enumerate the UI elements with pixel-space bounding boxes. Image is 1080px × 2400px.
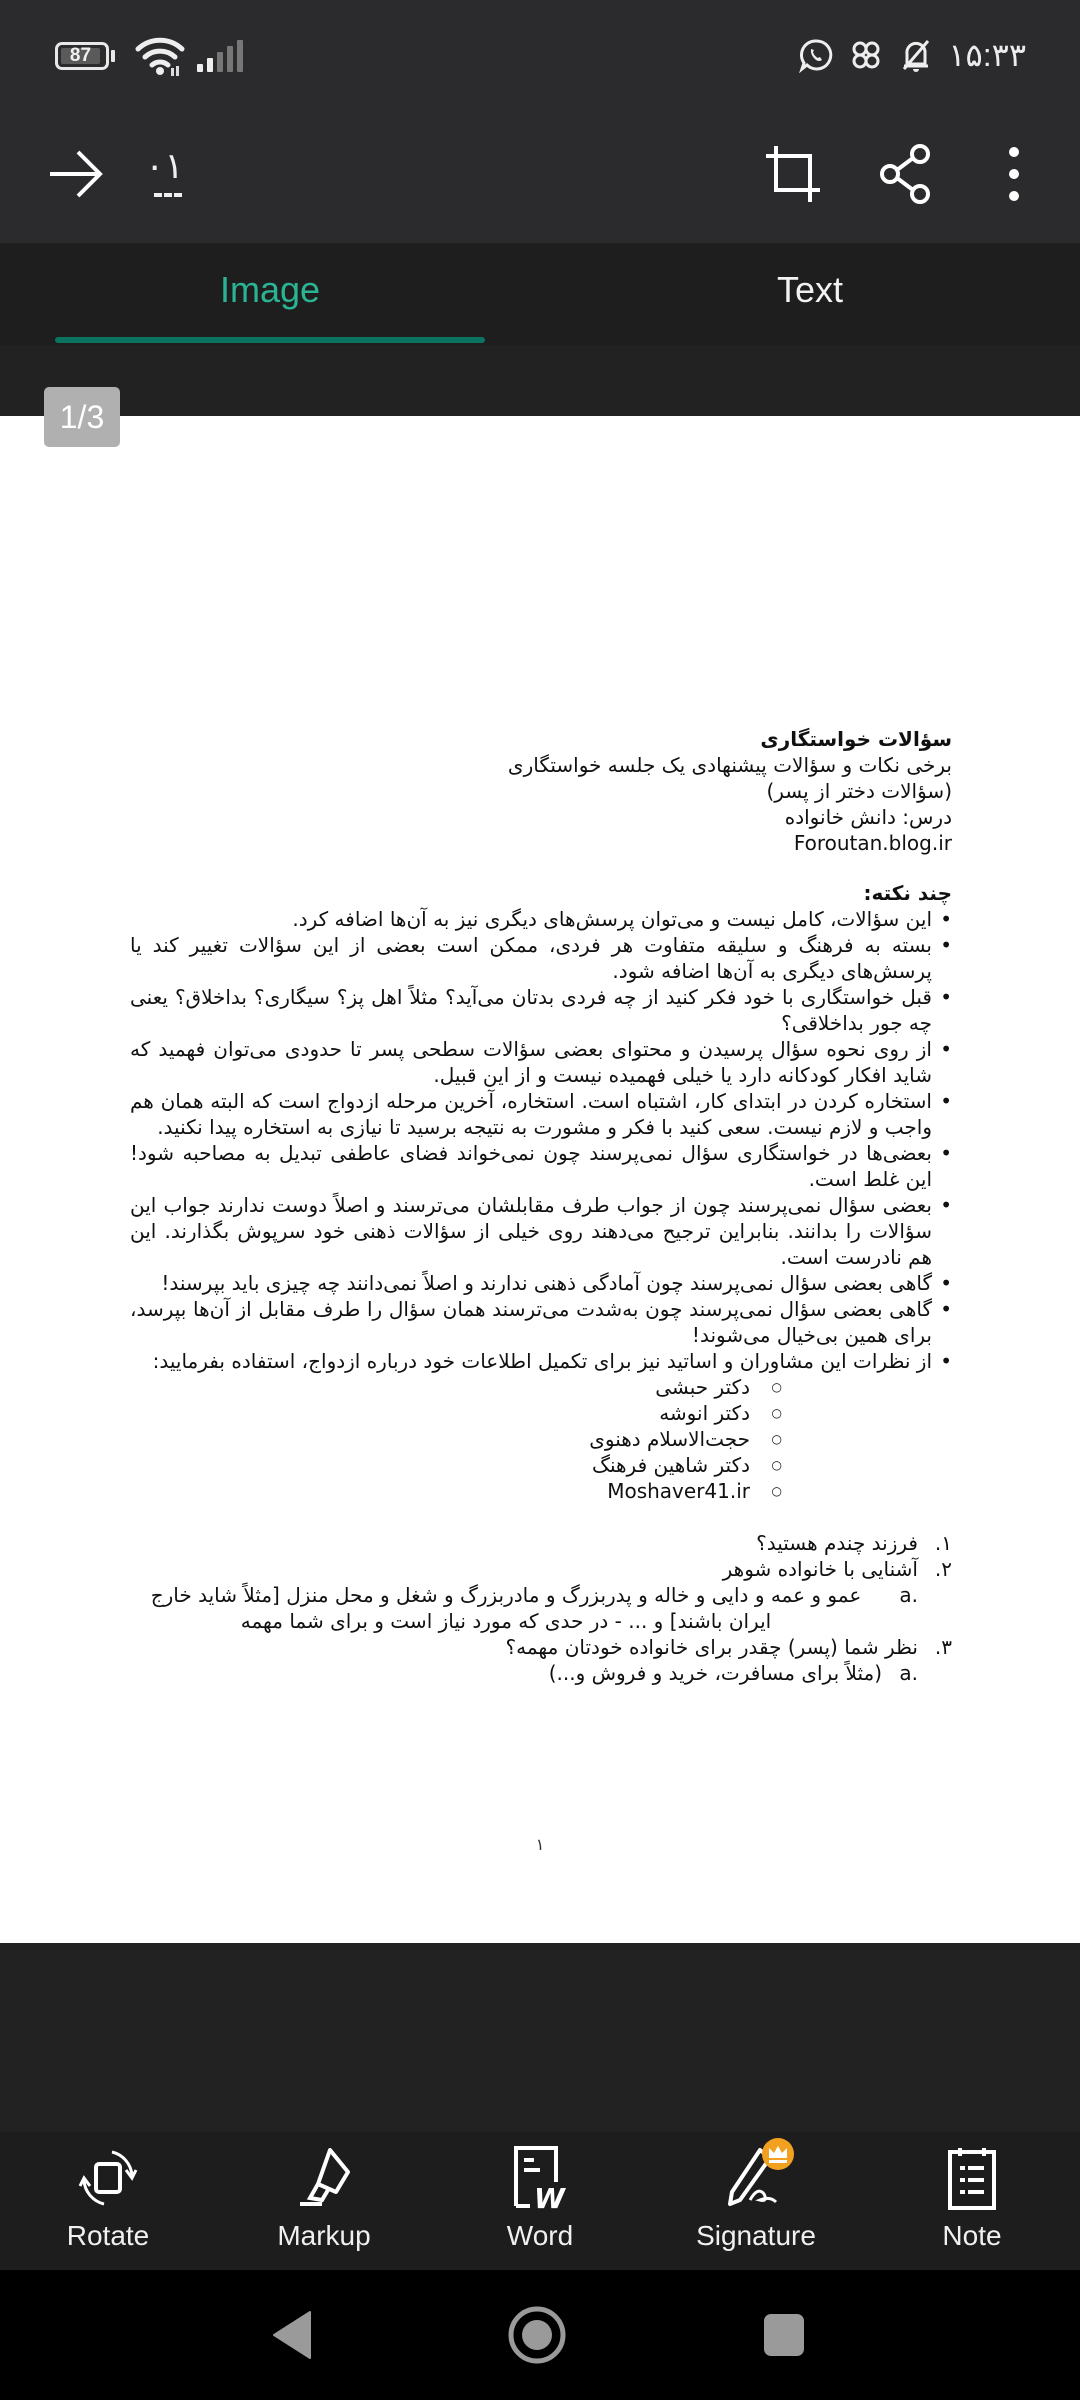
page-number: ۱ — [535, 1837, 545, 1854]
subitem-letter: a. — [899, 1583, 918, 1607]
bottom-toolbar — [0, 2132, 1080, 2270]
battery-level: 87 — [69, 45, 92, 66]
notes-list — [130, 906, 952, 1374]
advisor-item: ○ Moshaver41.ir — [130, 1478, 802, 1504]
document-site: Foroutan.blog.ir — [793, 831, 952, 855]
whatsapp-icon — [798, 37, 834, 73]
wifi-icon — [135, 34, 185, 78]
battery-tip — [111, 50, 115, 62]
word-document-icon — [508, 2146, 572, 2210]
notepad-icon — [940, 2146, 1004, 2210]
rotate-label: Rotate — [66, 2220, 150, 2251]
word-button[interactable] — [432, 2132, 648, 2270]
system-nav-bar — [0, 2270, 1080, 2400]
advisors-list — [130, 1374, 952, 1504]
crop-icon — [764, 144, 824, 204]
questions-list — [130, 1530, 952, 1686]
active-tab-indicator — [55, 337, 485, 343]
question-subitem — [130, 1582, 918, 1634]
page-indicator-badge: 1/3 — [44, 387, 120, 447]
question-subitem — [130, 1660, 918, 1686]
markup-button[interactable] — [216, 2132, 432, 2270]
document-title: سؤالات خواستگاری — [760, 727, 952, 751]
question-number: ۳. — [934, 1635, 952, 1659]
signal-icon — [195, 40, 245, 72]
note-item: • گاهی بعضی سؤال نمی‌پرسند چون به‌شدت می‌ترسند همان سؤال را طرف مقابل از آن‌ها بپرسد، برای همین بی‌خیال می‌شوند! — [130, 1296, 952, 1348]
question-item — [130, 1634, 952, 1686]
arrow-forward-icon — [46, 149, 106, 199]
question-item — [130, 1556, 952, 1634]
advisor-item: ○ حجت‌الاسلام دهنوی — [130, 1426, 802, 1452]
document-subtitle-2: (سؤالات دختر از پسر) — [766, 779, 952, 803]
back-triangle-icon — [270, 2310, 314, 2360]
status-right — [798, 30, 1026, 80]
note-item: • بسته به فرهنگ و سلیقه متفاوت هر فردی، ممکن است بعضی از این سؤالات تغییر کند یا پرسش‌های دیگری به آن‌ها اضافه شود. — [130, 932, 952, 984]
document-viewer[interactable] — [0, 345, 1080, 2132]
document-subtitle: برخی نکات و سؤالات پیشنهادی یک جلسه خواستگاری — [507, 753, 952, 777]
share-button[interactable] — [870, 138, 942, 210]
subitem-text: عمو و عمه و دایی و خاله و پدربزرگ و مادربزرگ و شغل و محل منزل [مثلاً شاید خارج ایران باشند] و ... - در حدی که مورد نیاز است و برای شما مهمه — [150, 1583, 862, 1633]
app-header — [0, 110, 1080, 243]
status-time: ۱۵:۳۳ — [948, 37, 1026, 73]
crown-icon — [767, 2144, 789, 2164]
question-text: نظر شما (پسر) چقدر برای خانواده خودتان مهمه؟ — [505, 1635, 918, 1659]
advisor-item: ○ دکتر انوشه — [130, 1400, 802, 1426]
recents-square-icon — [762, 2312, 806, 2358]
more-vert-icon — [1004, 144, 1024, 204]
note-item: • قبل خواستگاری با خود فکر کنید از چه فردی بدتان می‌آید؟ مثلاً اهل پز؟ سیگاری؟ بداخلاق؟ یعنی چه جور بداخلاقی؟ — [130, 984, 952, 1036]
notifications-off-icon — [898, 37, 934, 73]
home-circle-icon — [505, 2303, 569, 2367]
rotate-button[interactable] — [0, 2132, 216, 2270]
document-header — [130, 726, 952, 856]
question-text: فرزند چندم هستید؟ — [756, 1531, 918, 1555]
document-content — [130, 726, 952, 1686]
status-bar — [0, 0, 1080, 110]
note-item: • بعضی سؤال نمی‌پرسند چون از جواب طرف مقابلشان می‌ترسند و اصلاً دوست ندارند جواب این سؤالات را بدانند. بنابراین ترجیح می‌دهند روی خیلی از سؤالات ذهنی خود سرپوش بگذارند. این هم نادرست است. — [130, 1192, 952, 1270]
note-item: • استخاره کردن در ابتدای کار، اشتباه است. استخاره، آخرین مرحله ازدواج است که البته همان هم واجب و لازم نیست. سعی کنید با فکر و مشورت به نتیجه برسید تا نیازی به استخاره پیدا نکنید. — [130, 1088, 952, 1140]
pinwheel-icon — [848, 37, 884, 73]
signature-button[interactable] — [648, 2132, 864, 2270]
svg-text:W: W — [534, 2182, 565, 2210]
file-name[interactable]: ۰۱ — [145, 145, 184, 186]
nav-home-button[interactable] — [502, 2300, 572, 2370]
note-item: • این سؤالات، کامل نیست و می‌توان پرسش‌های دیگری نیز به آن‌ها اضافه کرد. — [130, 906, 952, 932]
note-item: • گاهی بعضی سؤال نمی‌پرسند چون آمادگی ذهنی ندارند و اصلاً نمی‌دانند چه چیزی باید بپرسند! — [130, 1270, 952, 1296]
document-course: درس: دانش خانواده — [784, 805, 952, 829]
back-button[interactable] — [40, 138, 112, 210]
rotate-icon — [76, 2146, 140, 2210]
more-options-button[interactable] — [978, 138, 1050, 210]
subitem-text: (مثلاً برای مسافرت، خرید و فروش و...) — [548, 1661, 882, 1685]
advisor-item: ○ دکتر حبشی — [130, 1374, 802, 1400]
subitem-letter: a. — [899, 1661, 918, 1685]
question-number: ۱. — [934, 1531, 952, 1555]
word-label: Word — [506, 2220, 574, 2251]
tab-bar — [0, 243, 1080, 345]
note-button[interactable] — [864, 2132, 1080, 2270]
question-item — [130, 1530, 952, 1556]
share-icon — [878, 144, 934, 204]
note-item: • از نظرات این مشاوران و اساتید نیز برای تکمیل اطلاعات خود درباره ازدواج، استفاده بفرمایید: — [130, 1348, 952, 1374]
file-name-underline — [154, 193, 182, 197]
tab-text[interactable]: Text — [776, 269, 844, 310]
signature-label: Signature — [696, 2220, 816, 2251]
crop-button[interactable] — [758, 138, 830, 210]
notes-heading: چند نکته: — [863, 881, 952, 905]
nav-recents-button[interactable] — [749, 2300, 819, 2370]
question-text: آشنایی با خانواده شوهر — [722, 1557, 918, 1581]
question-number: ۲. — [934, 1557, 952, 1581]
battery-icon — [55, 42, 109, 70]
tab-image[interactable]: Image — [219, 269, 321, 310]
premium-badge — [762, 2138, 794, 2170]
nav-back-button[interactable] — [257, 2300, 327, 2370]
note-item: • بعضی‌ها در خواستگاری سؤال نمی‌پرسند چون نمی‌خواند فضای عاطفی تبدیل به مصاحبه شود! این غلط است. — [130, 1140, 952, 1192]
markup-label: Markup — [277, 2220, 371, 2251]
note-item: • از روی نحوه سؤال پرسیدن و محتوای بعضی سؤالات سطحی پسر تا حدودی می‌توان فهمید که شاید افکار کودکانه دارد یا خیلی فهمیده نیست و از این قبیل. — [130, 1036, 952, 1088]
document-page[interactable] — [0, 416, 1080, 1943]
highlighter-icon — [292, 2146, 356, 2210]
note-label: Note — [942, 2220, 1002, 2251]
advisor-item: ○ دکتر شاهین فرهنگ — [130, 1452, 802, 1478]
